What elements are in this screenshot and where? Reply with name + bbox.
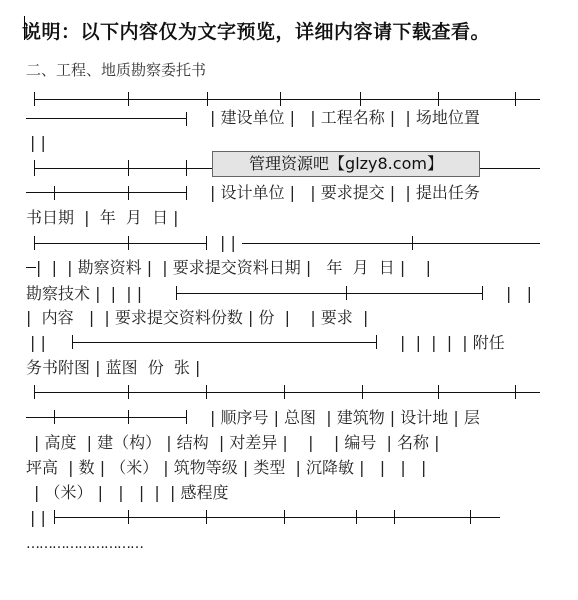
form-line: 坪高 | 数 | （米） | 筑物等级 | 类型 | 沉降敏 | | | | xyxy=(26,458,427,477)
table-tick xyxy=(206,236,207,250)
table-tick xyxy=(412,236,413,250)
table-rule xyxy=(26,417,186,418)
table-rule xyxy=(34,392,540,393)
table-tick xyxy=(207,92,208,106)
table-tick xyxy=(54,186,55,200)
table-tick xyxy=(394,510,395,524)
table-tick xyxy=(438,92,439,106)
table-tick xyxy=(72,335,73,349)
table-tick xyxy=(360,92,361,106)
table-tick xyxy=(34,236,35,250)
form-line: 勘察技术 | | | | xyxy=(26,284,143,303)
table-tick xyxy=(128,410,129,424)
table-tick xyxy=(128,92,129,106)
table-tick xyxy=(470,510,471,524)
table-tick xyxy=(284,510,285,524)
form-line: | | xyxy=(506,284,533,303)
table-tick xyxy=(284,385,285,399)
table-tick xyxy=(515,92,516,106)
table-tick xyxy=(186,410,187,424)
table-tick xyxy=(34,385,35,399)
table-tick xyxy=(54,410,55,424)
table-tick xyxy=(54,510,55,524)
table-tick xyxy=(346,286,347,300)
table-rule xyxy=(54,517,500,518)
table-tick xyxy=(128,510,129,524)
form-line: | 建设单位 | | 工程名称 | | 场地位置 xyxy=(210,108,480,127)
site-watermark: 管理资源吧【glzy8.com】 xyxy=(212,151,480,177)
table-tick xyxy=(280,92,281,106)
preview-notice: 说明：以下内容仅为文字预览，详细内容请下载查看。 xyxy=(22,21,491,43)
table-tick xyxy=(186,186,187,200)
form-line: | 高度 | 建（构） | 结构 | 对差异 | | | 编号 | 名称 | xyxy=(34,433,440,452)
table-tick xyxy=(186,160,187,176)
table-tick xyxy=(356,510,357,524)
form-line: | | | | | 附任 xyxy=(400,333,505,352)
truncation-ellipsis: ……………………… xyxy=(26,536,143,552)
form-line: | （米） | | | | | 感程度 xyxy=(34,483,229,502)
table-tick xyxy=(206,385,207,399)
table-tick xyxy=(128,160,129,176)
form-line: | | xyxy=(220,233,236,252)
table-tick xyxy=(206,510,207,524)
table-tick xyxy=(186,112,187,126)
form-line: | | | 勘察资料 | | 要求提交资料日期 | 年 月 日 | | xyxy=(36,258,432,277)
table-tick xyxy=(34,160,35,176)
table-tick xyxy=(128,385,129,399)
table-rule xyxy=(26,118,186,119)
table-tick xyxy=(34,92,35,106)
form-line: | | xyxy=(30,333,46,352)
form-line: 务书附图 | 蓝图 份 张 | xyxy=(26,358,201,377)
form-line: | 设计单位 | | 要求提交 | | 提出任务 xyxy=(210,183,480,202)
table-rule xyxy=(176,293,482,294)
form-line: | 内容 | | 要求提交资料份数 | 份 | | 要求 | xyxy=(26,308,369,327)
form-line: 书日期 | 年 月 日 | xyxy=(26,208,179,227)
table-tick xyxy=(128,236,129,250)
table-tick xyxy=(362,385,363,399)
form-line: | | xyxy=(30,508,46,527)
table-rule xyxy=(242,243,540,244)
table-tick xyxy=(176,286,177,300)
table-tick xyxy=(376,335,377,349)
section-heading: 二、工程、地质勘察委托书 xyxy=(26,61,207,79)
table-tick xyxy=(515,385,516,399)
table-rule xyxy=(34,243,206,244)
table-tick xyxy=(438,385,439,399)
table-rule xyxy=(26,267,36,268)
table-rule xyxy=(34,99,540,100)
table-tick xyxy=(128,186,129,200)
form-line: | | xyxy=(30,133,46,152)
table-rule xyxy=(26,192,186,193)
table-tick xyxy=(482,286,483,300)
table-rule xyxy=(72,342,376,343)
form-line: | 顺序号 | 总图 | 建筑物 | 设计地 | 层 xyxy=(210,408,480,427)
